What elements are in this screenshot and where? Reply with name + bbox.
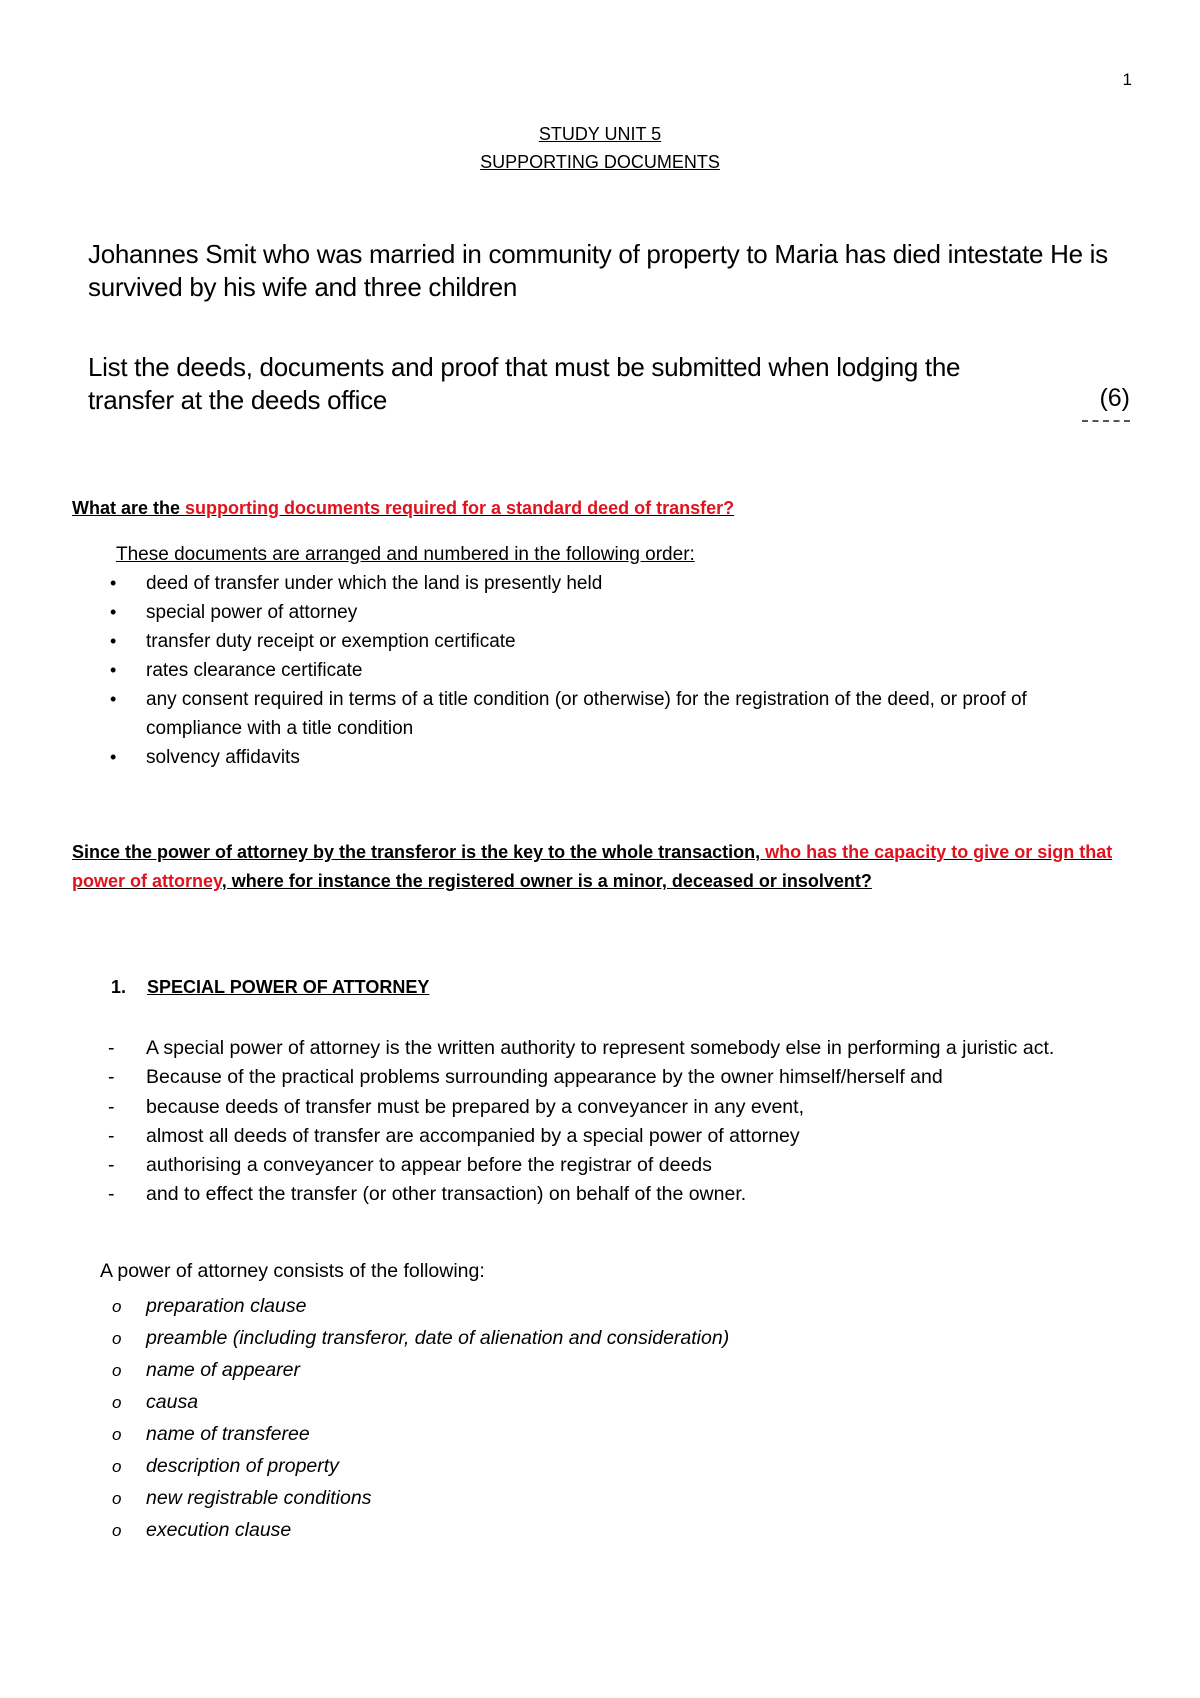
list-item-text: because deeds of transfer must be prepared by a conveyancer in any event, <box>146 1095 804 1118</box>
dash-icon: - <box>108 1037 115 1059</box>
dash-icon: - <box>108 1124 115 1147</box>
section-title-text: SPECIAL POWER OF ATTORNEY <box>147 977 430 997</box>
heading-highlight: who has the capacity to give or sign that power of attorney <box>72 842 1113 891</box>
bullet-icon: • <box>110 602 117 622</box>
page-number: 1 <box>1122 70 1132 89</box>
list-item-text: almost all deeds of transfer are accompanied by a special power of attorney <box>146 1124 800 1147</box>
list-item <box>110 656 1120 685</box>
heading-part1: Since the power of attorney by the transferor is the key to the whole transaction, <box>72 842 766 862</box>
dash-icon: - <box>108 1066 115 1089</box>
list-item <box>112 1322 1012 1354</box>
list-item-text: deed of transfer under which the land is presently held <box>146 573 603 594</box>
page-title <box>0 120 1200 176</box>
circle-bullet-icon: o <box>112 1297 122 1316</box>
bullet-icon: • <box>110 660 117 680</box>
circle-bullet-icon: o <box>112 1361 122 1380</box>
list-item <box>110 598 1120 627</box>
circle-bullet-icon: o <box>112 1329 122 1348</box>
circle-bullet-icon: o <box>112 1393 122 1412</box>
list-item-text: preamble (including transferor, date of alienation and consideration) <box>146 1327 730 1349</box>
list-item-text: any consent required in terms of a title condition (or otherwise) for the registration of the deed, or proof of compliance with a title condition <box>146 689 1027 739</box>
attorney-parts-list <box>112 1290 1012 1546</box>
list-item-text: name of appearer <box>146 1359 300 1381</box>
attorney-points-list <box>108 1034 1118 1210</box>
list-item <box>112 1418 1012 1450</box>
list-item <box>110 685 1120 743</box>
list-item <box>112 1514 1012 1546</box>
list-item-text: authorising a conveyancer to appear before the registrar of deeds <box>146 1154 712 1177</box>
circle-bullet-icon: o <box>112 1489 122 1508</box>
list-item <box>112 1386 1012 1418</box>
list-item-text: and to effect the transfer (or other transaction) on behalf of the owner. <box>146 1183 747 1206</box>
documents-intro: These documents are arranged and numbered in the following order: <box>116 544 695 565</box>
heading-power-of-attorney-capacity <box>72 838 1132 896</box>
list-item <box>108 1122 1118 1151</box>
list-item-text: causa <box>146 1391 199 1413</box>
bullet-icon: • <box>110 747 117 767</box>
heading-supporting-documents <box>72 494 1132 523</box>
list-item-text: name of transferee <box>146 1423 310 1445</box>
list-item-text: execution clause <box>146 1519 292 1541</box>
circle-bullet-icon: o <box>112 1521 122 1540</box>
bullet-icon: • <box>110 689 117 709</box>
list-item-text: solvency affidavits <box>146 747 300 768</box>
section-title <box>111 977 429 998</box>
question-task: List the deeds, documents and proof that must be submitted when lodging the transfer at the deeds office <box>88 352 961 415</box>
list-item-text: Because of the practical problems surrounding appearance by the owner himself/herself and <box>146 1066 943 1089</box>
list-item <box>108 1093 1118 1122</box>
bullet-icon: • <box>110 573 117 593</box>
list-item <box>110 627 1120 656</box>
question-marks: (6) <box>1099 384 1130 412</box>
list-item <box>112 1450 1012 1482</box>
heading-prefix: What are the <box>72 498 186 518</box>
list-item-text: rates clearance certificate <box>146 660 363 681</box>
documents-list <box>110 569 1120 772</box>
list-item <box>110 569 1120 598</box>
consists-intro: A power of attorney consists of the following: <box>100 1260 485 1282</box>
heading-highlight: supporting documents required for a standard deed of transfer? <box>185 498 735 518</box>
bullet-icon: • <box>110 631 117 651</box>
question-scenario: Johannes Smit who was married in community of property to Maria has died intestate He is survived by his wife and three children <box>88 239 1108 302</box>
list-item <box>108 1034 1118 1063</box>
study-unit-subtitle: SUPPORTING DOCUMENTS <box>480 152 720 172</box>
dash-icon: - <box>108 1095 115 1118</box>
dash-icon: - <box>108 1154 115 1177</box>
list-item <box>112 1482 1012 1514</box>
list-item <box>110 743 1120 772</box>
list-item-text: description of property <box>146 1455 339 1477</box>
heading-part2: , where for instance the registered owner is a minor, deceased or insolvent? <box>221 871 872 891</box>
list-item <box>112 1354 1012 1386</box>
circle-bullet-icon: o <box>112 1457 122 1476</box>
study-unit-title: STUDY UNIT 5 <box>538 124 662 144</box>
list-item-text: new registrable conditions <box>146 1487 372 1509</box>
list-item <box>108 1063 1118 1092</box>
list-item-text: special power of attorney <box>146 602 358 623</box>
circle-bullet-icon: o <box>112 1425 122 1444</box>
dash-icon: - <box>108 1183 115 1206</box>
list-item <box>112 1290 1012 1322</box>
list-item <box>108 1151 1118 1180</box>
marks-underline <box>1082 420 1130 422</box>
list-item-text: preparation clause <box>146 1295 307 1317</box>
list-item-text: transfer duty receipt or exemption certificate <box>146 631 516 652</box>
section-number: 1. <box>111 977 127 997</box>
list-item-text: A special power of attorney is the written authority to represent somebody else in performing a juristic act. <box>146 1037 1055 1059</box>
list-item <box>108 1180 1118 1209</box>
